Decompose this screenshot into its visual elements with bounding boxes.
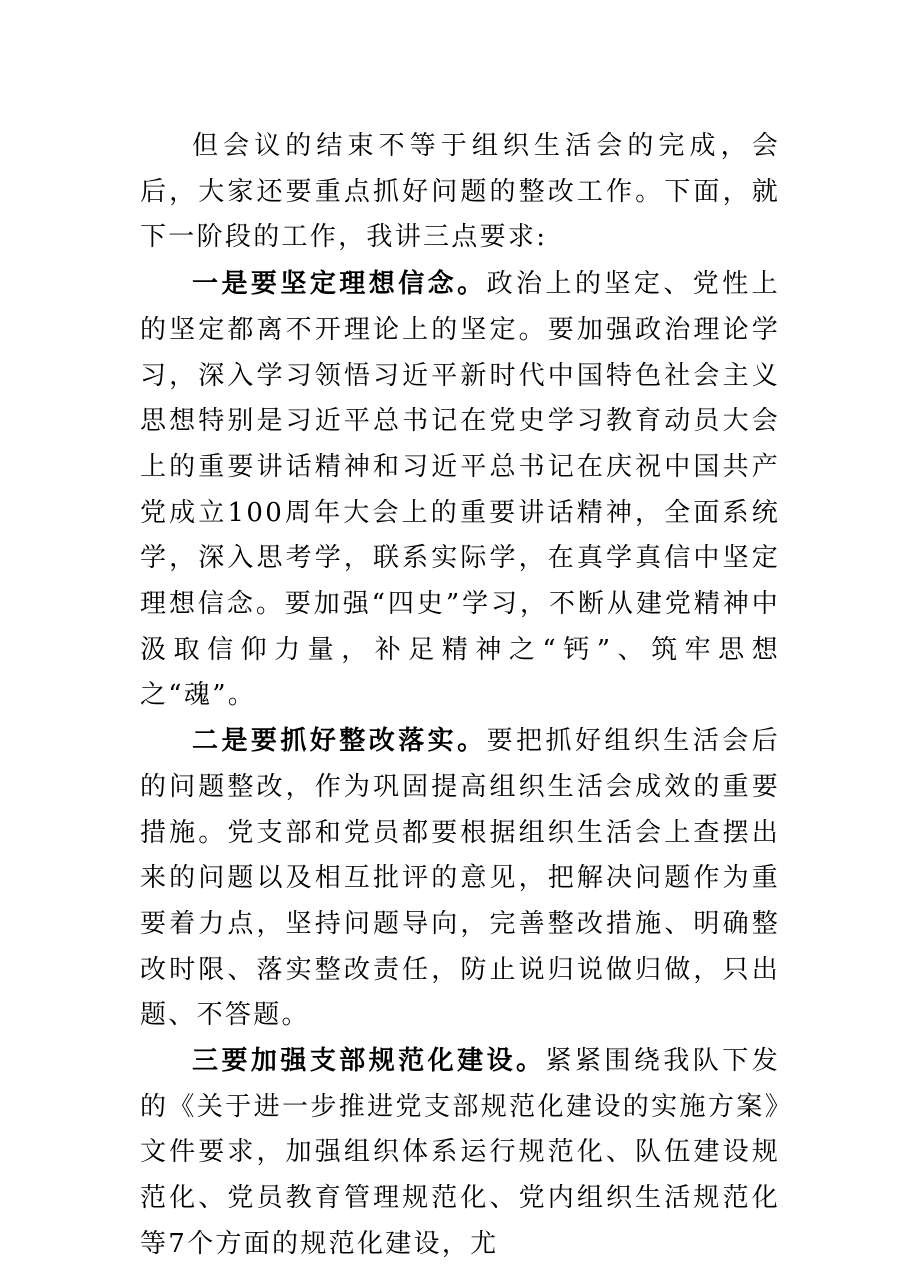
paragraph-intro <box>140 124 780 261</box>
paragraph-point-1 <box>140 262 780 719</box>
paragraph-intro-text: 但会议的结束不等于组织生活会的完成，会后，大家还要重点抓好问题的整改工作。下面，就下一阶段的工作，我讲三点要求: <box>140 131 780 253</box>
paragraph-point-3 <box>140 1039 780 1268</box>
document-body <box>140 124 780 1268</box>
paragraph-point-1-heading: 一是要坚定理想信念。 <box>192 269 487 300</box>
paragraph-point-3-text: 紧紧围绕我队下发的《关于进一步推进党支部规范化建设的实施方案》文件要求，加强组织体系运行规范化、队伍建设规范化、党员教育管理规范化、党内组织生活规范化等7个方面的规范化建设，尤 <box>140 1046 780 1259</box>
paragraph-point-1-text: 政治上的坚定、党性上的坚定都离不开理论上的坚定。要加强政治理论学习，深入学习领悟习近平新时代中国特色社会主义思想特别是习近平总书记在党史学习教育动员大会上的重要讲话精神和习近平总书记在庆祝中国共产党成立100周年大会上的重要讲话精神，全面系统学，深入思考学，联系实际学，在真学真信中坚定理想信念。要加强“四史”学习，不断从建党精神中汲取信仰力量，补足精神之“钙”、筑牢思想之“魂”。 <box>140 269 780 711</box>
paragraph-point-3-heading: 三要加强支部规范化建设。 <box>192 1046 546 1077</box>
paragraph-point-2 <box>140 719 780 1039</box>
paragraph-point-2-text: 要把抓好组织生活会后的问题整改，作为巩固提高组织生活会成效的重要措施。党支部和党员都要根据组织生活会上查摆出来的问题以及相互批评的意见，把解决问题作为重要着力点，坚持问题导向，完善整改措施、明确整改时限、落实整改责任，防止说归说做归做，只出题、不答题。 <box>140 726 780 1031</box>
paragraph-point-2-heading: 二是要抓好整改落实。 <box>192 726 487 757</box>
